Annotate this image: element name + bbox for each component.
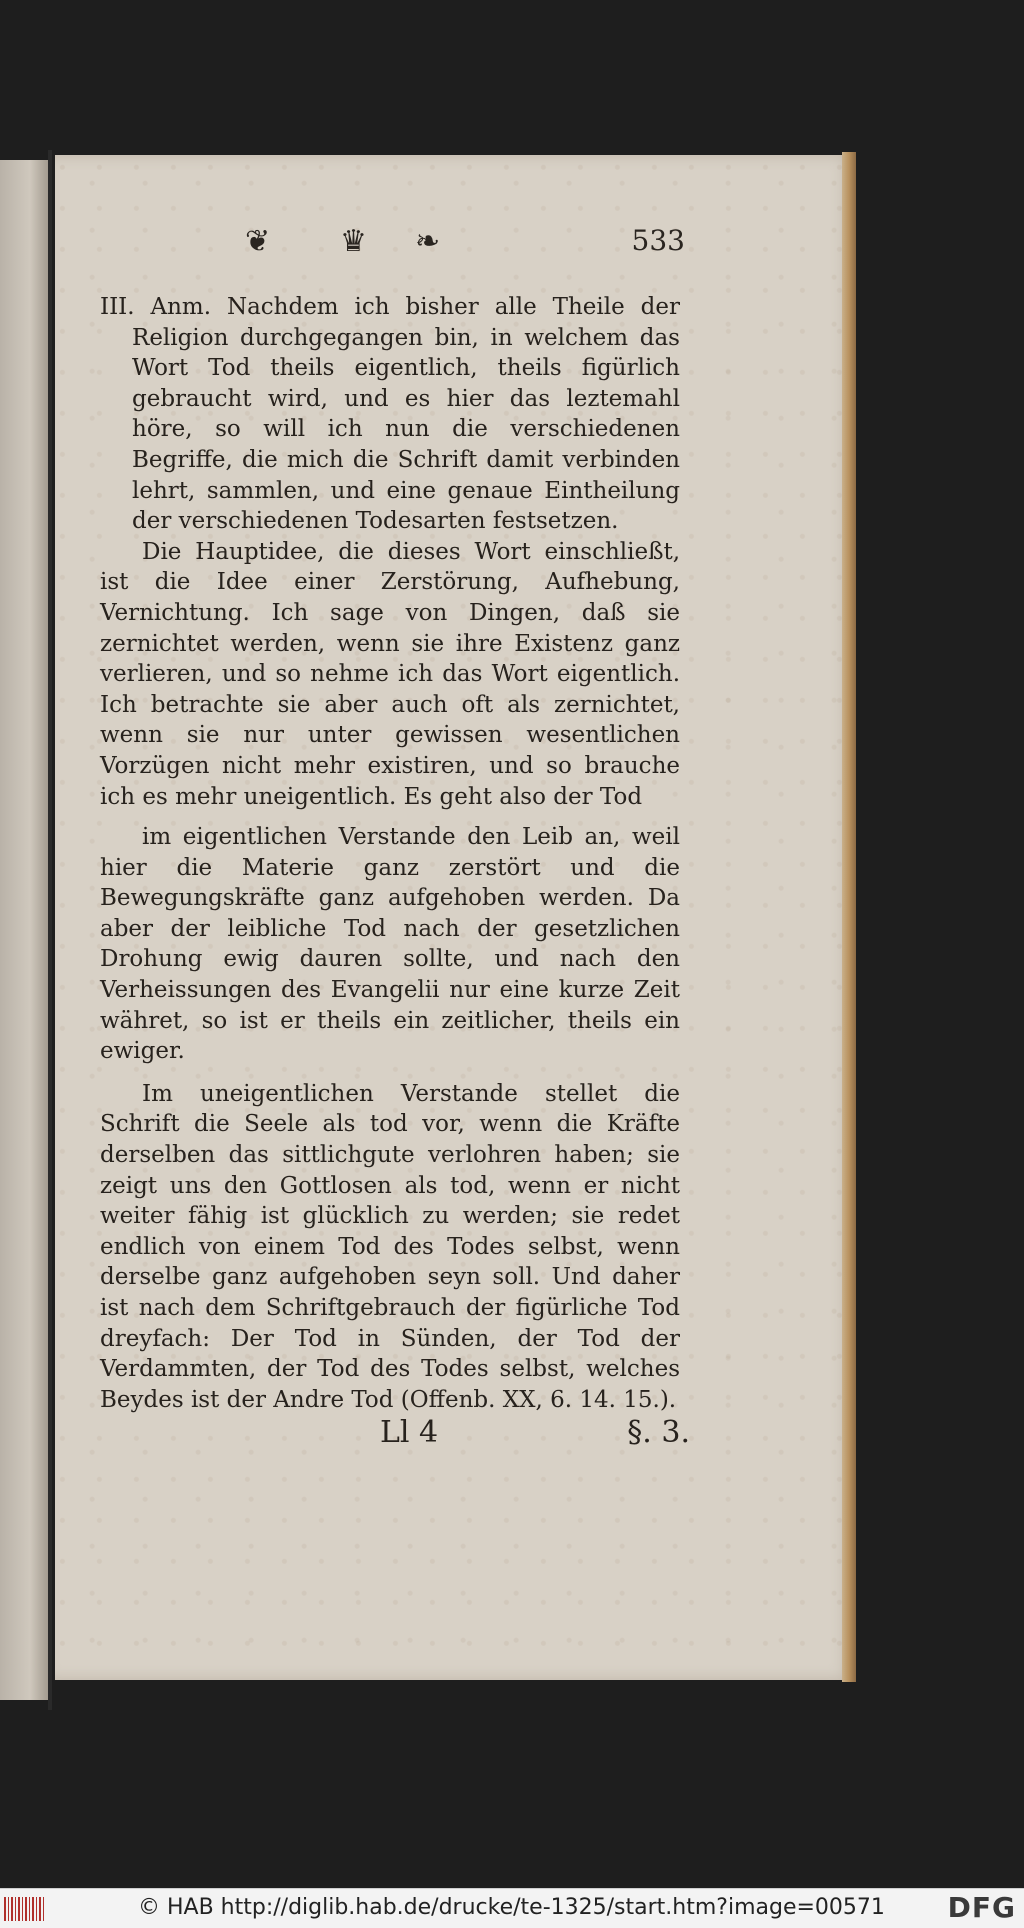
ornament-left-icon: ❦: [245, 224, 271, 259]
page-header: [245, 222, 685, 262]
catchword: §. 3.: [627, 1415, 690, 1450]
page-body-text: [100, 292, 680, 1415]
page-gutter: [48, 150, 52, 1710]
source-url-text[interactable]: © HAB http://diglib.hab.de/drucke/te-1325/start.htm?image=00571: [138, 1895, 885, 1920]
paragraph-figurative-sense: Im uneigentlichen Verstande stellet die Schrift die Seele als tod vor, wenn die Kräfte derselben das sittlichgute verlohren haben; sie zeigt uns den Gottlosen als tod, wenn er nicht weiter fähig ist glücklich zu werden; sie redet endlich von einem Tod des Todes selbst, wenn derselbe ganz aufgehoben seyn soll. Und daher ist nach dem Schriftgebrauch der figürliche Tod dreyfach: Der Tod in Sünden, der Tod der Verdammten, der Tod des Todes selbst, welches Beydes ist der Andre Tod (Offenb. XX, 6. 14. 15.).: [100, 1080, 680, 1413]
page-footer-line: [380, 1415, 690, 1455]
ornament-right-icon: ❧: [415, 224, 441, 259]
paragraph-main-idea: Die Hauptidee, die dieses Wort einschließt, ist die Idee einer Zerstörung, Aufhebung, Vernichtung. Ich sage von Dingen, daß sie zernichtet werden, wenn sie ihre Existenz ganz verlieren, und so nehme ich das Wort eigentlich. Ich betrachte sie aber auch oft als zernichtet, wenn sie nur unter gewissen wesentlichen Vorzügen nicht mehr existiren, und so brauche ich es mehr uneigentlich. Es geht also der Tod: [100, 538, 680, 810]
barcode-logo-icon: [4, 1897, 46, 1921]
ornament-crown-icon: ♛: [340, 224, 367, 259]
page-number: 533: [631, 224, 685, 257]
dfg-logo: DFG: [947, 1891, 1016, 1924]
signature-mark: Ll 4: [380, 1415, 439, 1450]
paragraph-annotation: III. Anm. Nachdem ich bisher alle Theile der Religion durchgegangen bin, in welchem das Wort Tod theils eigentlich, theils figürlich gebraucht wird, und es hier das leztemahl höre, so will ich nun die verschiedenen Begriffe, die mich die Schrift damit verbinden lehrt, sammlen, und eine genaue Eintheilung der verschiedenen Todesarten festsetzen.: [100, 294, 680, 535]
previous-page-edge: [0, 160, 50, 1700]
page-fore-edge: [842, 152, 856, 1682]
viewer-footer-bar: [0, 1888, 1024, 1928]
paragraph-literal-sense: im eigentlichen Verstande den Leib an, weil hier die Materie ganz zerstört und die Bewegungskräfte ganz aufgehoben werden. Da aber der leibliche Tod nach der gesetzlichen Drohung ewig dauren sollte, und nach den Verheissungen des Evangelii nur eine kurze Zeit währet, so ist er theils ein zeitlicher, theils ein ewiger.: [100, 824, 680, 1065]
